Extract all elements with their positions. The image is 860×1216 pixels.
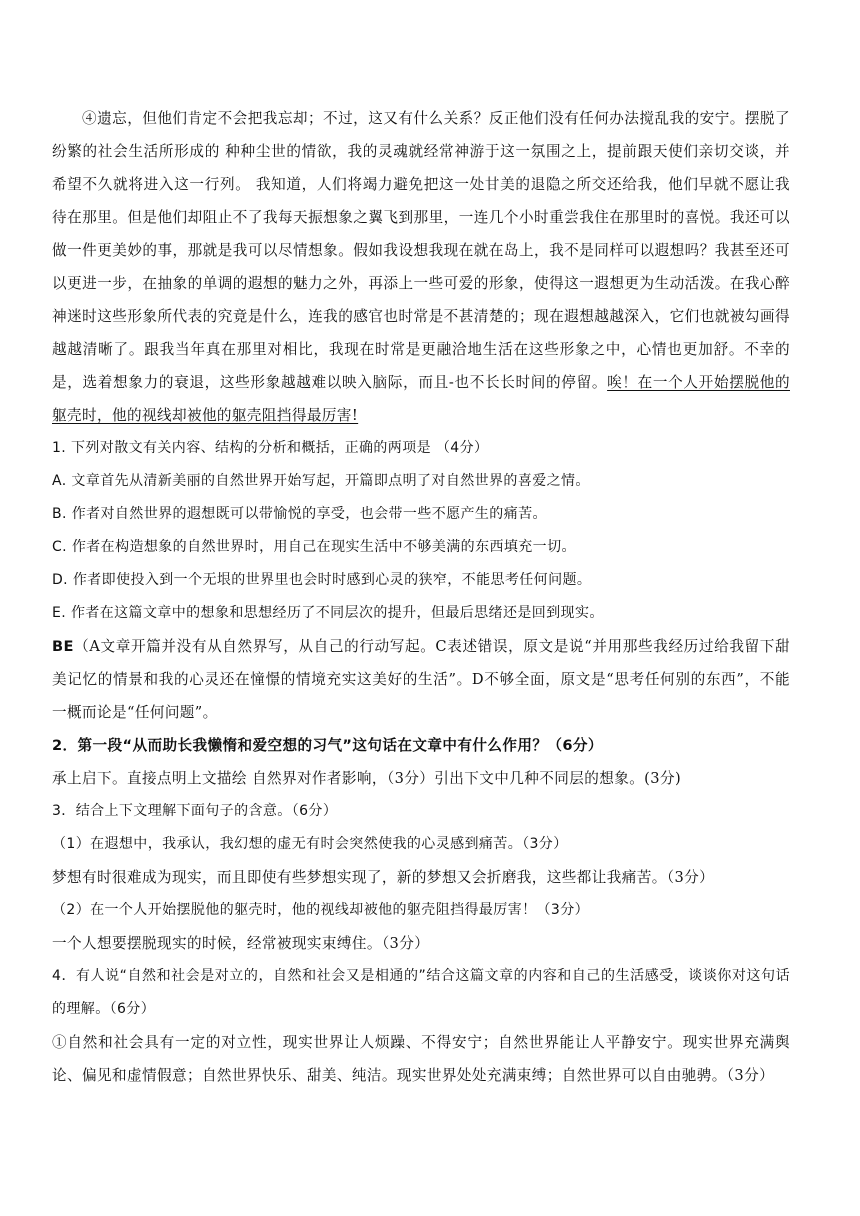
passage-underlined-sentence: 唉！在一个人开始摆脱他的躯壳时，他的视线却被他的躯壳阻挡得最厉害!	[52, 374, 790, 424]
q2-stem: 2．第一段“从而助长我懒惰和爱空想的习气”这句话在文章中有什么作用？（6分）	[52, 737, 603, 754]
passage-text: ④遗忘，但他们肯定不会把我忘却；不过，这又有什么关系？反正他们没有任何办法搅乱我的安宁。摆脱了纷繁的社会生活所形成的 种种尘世的情欲，我的灵魂就经常神游于这一氛围之上，提前跟天使们亲切交谈，并希望不久就将进入这一行列。 我知道，人们将竭力避免把这一处甘美的退隐之所交还给我，他们早就不愿让我待在那里。但是他们却阻止不了我每天振想象之翼飞到那里，一连几个小时重尝我住在那里时的喜悦。我还可以做一件更美妙的事，那就是我可以尽情想象。假如我设想我现在就在岛上，我不是同样可以遐想吗？我甚至还可以更进一步，在抽象的单调的遐想的魅力之外，再添上一些可爱的形象，使得这一遐想更为生动活泼。在我心醉神迷时这些形象所代表的究竟是什么，连我的感官也时常是不甚清楚的；现在遐想越越深入，它们也就被勾画得越越清晰了。跟我当年真在那里对相比，我现在时常是更融洽地生活在这些形象之中，心情也更加舒。不幸的是，选着想象力的衰退，这些形象越越难以映入脑际，而且-也不长长时间的停留。	[52, 110, 790, 391]
q1-option-a: A. 文章首先从清新美丽的自然世界开始写起，开篇即点明了对自然世界的喜爱之情。	[52, 473, 590, 489]
q1-answer-key: BE	[52, 638, 74, 655]
q1-answer-text: （A文章开篇并没有从自然界写，从自己的行动写起。C表述错误，原文是说“并用那些我经历过给我留下甜美记忆的情景和我的心灵还在憧憬的情境充实这美好的生活”。D不够全面，原文是“思考任何别的东西”，不能一概而论是“任何问题”。	[52, 638, 790, 721]
q1-option-e: E. 作者在这篇文章中的想象和思想经历了不同层次的提升，但最后思绪还是回到现实。	[52, 605, 604, 621]
q4-answer: ①自然和社会具有一定的对立性，现实世界让人烦躁、不得安宁；自然世界能让人平静安宁。现实世界充满舆论、偏见和虚情假意；自然世界快乐、甜美、纯洁。现实世界处处充满束缚；自然世界可以自由驰骋。（3分）	[52, 1034, 790, 1084]
q1-stem: 1. 下列对散文有关内容、结构的分析和概括，正确的两项是 （4分）	[52, 440, 489, 456]
q3-sub1: （1）在遐想中，我承认，我幻想的虚无有时会突然使我的心灵感到痛苦。（3分）	[52, 836, 568, 852]
q1-option-c: C. 作者在构造想象的自然世界时，用自己在现实生活中不够美满的东西填充一切。	[52, 539, 576, 555]
q3-stem: 3．结合上下文理解下面句子的含意。（6分）	[52, 803, 338, 819]
document-page	[52, 102, 790, 1092]
q4-stem: 4．有人说“自然和社会是对立的，自然和社会又是相通的”结合这篇文章的内容和自己的生活感受，谈谈你对这句话的理解。（6分）	[52, 968, 790, 1017]
q1-option-d: D. 作者即使投入到一个无垠的世界里也会时时感到心灵的狭窄，不能思考任何问题。	[52, 572, 592, 588]
q1-option-b: B. 作者对自然世界的遐想既可以带愉悦的享受，也会带一些不愿产生的痛苦。	[52, 506, 547, 522]
q3-answer1: 梦想有时很难成为现实，而且即使有些梦想实现了，新的梦想又会折磨我，这些都让我痛苦。（3分）	[52, 869, 715, 886]
q3-sub2: （2）在一个人开始摆脱他的躯壳时，他的视线却被他的躯壳阻挡得最厉害！（3分）	[52, 902, 590, 918]
q2-answer: 承上启下。直接点明上文描绘 自然界对作者影响，（3分）引出下文中几种不同层的想象。(3分)	[52, 770, 682, 787]
q1-answer	[52, 630, 790, 729]
q3-answer2: 一个人想要摆脱现实的时候，经常被现实束缚住。（3分）	[52, 935, 430, 952]
passage-paragraph	[52, 102, 790, 432]
